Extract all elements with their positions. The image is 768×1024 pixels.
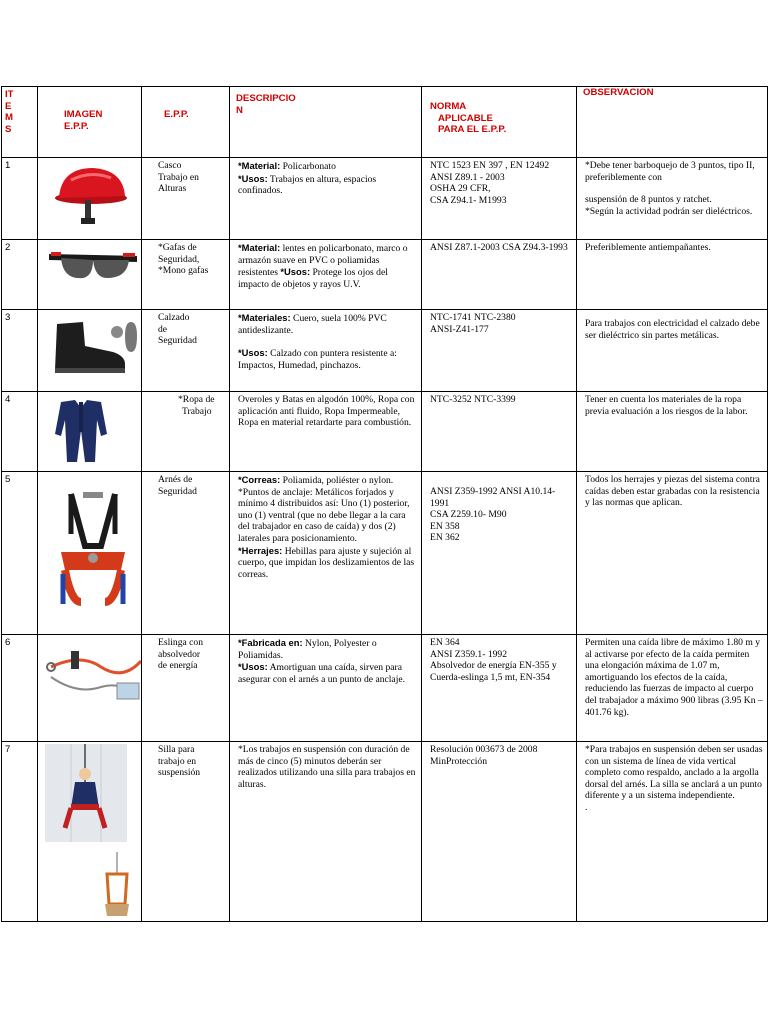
table-row (2, 742, 768, 922)
header-descripcion: DESCRIPCIO N (230, 87, 422, 158)
norma-cell: ANSI Z87.1-2003 CSA Z94.3-1993 (422, 240, 577, 310)
description-cell: *Material: Policarbonato *Usos: Trabajos en altura, espacios confinados. (230, 158, 422, 240)
description-cell: Overoles y Batas en algodón 100%, Ropa con aplicación anti fluido, Ropa Impermeable, Ropa en material retardarte para combustión. (230, 392, 422, 472)
suspension-chair-icon (41, 744, 142, 919)
observation-cell: *Debe tener barboquejo de 3 puntos, tipo II, preferiblemente con suspensión de 8 puntos y ratchet. *Según la actividad podrán ser dieléctricos. (577, 158, 768, 240)
image-cell (38, 635, 142, 742)
image-cell (38, 158, 142, 240)
epp-name: Arnés de Seguridad (142, 472, 230, 635)
row-number: 1 (2, 158, 38, 240)
coverall-icon (41, 394, 142, 469)
norma-cell: NTC-1741 NTC-2380 ANSI-Z41-177 (422, 310, 577, 392)
epp-name: Silla para trabajo en suspensión (142, 742, 230, 922)
row-number: 7 (2, 742, 38, 922)
description-cell: *Los trabajos en suspensión con duración de más de cinco (5) minutos deberán ser realizados utilizando una silla para trabajos en alturas. (230, 742, 422, 922)
description-cell: *Material: lentes en policarbonato, marco o armazón suave en PVC o poliamidas resistentes *Usos: Protege los ojos del impacto de objetos y rayos U.V. (230, 240, 422, 310)
header-epp: E.P.P. (142, 87, 230, 158)
header-norma: NORMA APLICABLE PARA EL E.P.P. (422, 87, 577, 158)
image-cell (38, 742, 142, 922)
table-row (2, 240, 768, 310)
observation-cell: *Para trabajos en suspensión deben ser usadas con un sistema de línea de vida vertical completo como respaldo, anclado a la argolla dorsal del arnés. La silla se anclará a un punto diferente y a un sistema independiente. . (577, 742, 768, 922)
harness-icon (41, 474, 142, 632)
description-cell: *Fabricada en: Nylon, Polyester o Poliamidas. *Usos: Amortiguan una caída, sirven para asegurar con el arnés a un punto de anclaje. (230, 635, 422, 742)
image-cell (38, 472, 142, 635)
epp-table (1, 86, 768, 922)
table-row (2, 472, 768, 635)
header-items: IT E M S (2, 87, 38, 158)
row-number: 3 (2, 310, 38, 392)
table-row (2, 310, 768, 392)
description-cell: *Correas: Poliamida, poliéster o nylon. *Puntos de anclaje: Metálicos forjados y mínimo 4 distribuidos así: Uno (1) posterior, uno (1) ventral (que no debe llegar a la cara del trabajador en caso de caída) y dos (2) laterales para posicionamiento. *Herrajes: Hebillas para ajuste y sujeción al cuerpo, que impidan los deslizamientos de las correas. (230, 472, 422, 635)
safety-glasses-icon (41, 242, 142, 307)
image-cell (38, 392, 142, 472)
norma-cell: Resolución 003673 de 2008 MinProtección (422, 742, 577, 922)
epp-name: Casco Trabajo en Alturas (142, 158, 230, 240)
norma-cell: ANSI Z359-1992 ANSI A10.14- 1991 CSA Z259.10- M90 EN 358 EN 362 (422, 472, 577, 635)
norma-cell: NTC 1523 EN 397 , EN 12492 ANSI Z89.1 - 2003 OSHA 29 CFR, CSA Z94.1- M1993 (422, 158, 577, 240)
observation-cell: Para trabajos con electricidad el calzado debe ser dieléctrico sin partes metálicas. (577, 310, 768, 392)
table-row (2, 158, 768, 240)
image-cell (38, 310, 142, 392)
epp-name: Calzado de Seguridad (142, 310, 230, 392)
norma-cell: NTC-3252 NTC-3399 (422, 392, 577, 472)
observation-cell: Preferiblemente antiempañantes. (577, 240, 768, 310)
row-number: 2 (2, 240, 38, 310)
header-row (2, 87, 768, 158)
row-number: 4 (2, 392, 38, 472)
table-row (2, 392, 768, 472)
header-observacion: OBSERVACION (577, 87, 768, 158)
safety-boot-icon (41, 312, 142, 389)
lanyard-icon (41, 637, 142, 739)
image-cell (38, 240, 142, 310)
header-imagen: IMAGEN E.P.P. (38, 87, 142, 158)
row-number: 6 (2, 635, 38, 742)
observation-cell: Todos los herrajes y piezas del sistema contra caídas deben estar grabadas con la resistencia y las normas que aplican. (577, 472, 768, 635)
description-cell: *Materiales: Cuero, suela 100% PVC antideslizante. *Usos: Calzado con puntera resistente a: Impactos, Humedad, pinchazos. (230, 310, 422, 392)
row-number: 5 (2, 472, 38, 635)
red-helmet-icon (41, 160, 142, 237)
epp-name: Eslinga con absolvedor de energía (142, 635, 230, 742)
epp-name: *Ropa de Trabajo (142, 392, 230, 472)
norma-cell: EN 364 ANSI Z359.1- 1992 Absolvedor de energía EN-355 y Cuerda-eslinga 1,5 mt, EN-354 (422, 635, 577, 742)
epp-name: *Gafas de Seguridad, *Mono gafas (142, 240, 230, 310)
observation-cell: Permiten una caída libre de máximo 1.80 m y al activarse por efecto de la caída permiten una elongación máxima de 1.07 m, amortiguando los efectos de la caída, reduciendo las fuerzas de impacto al cuerpo del trabajador a máximo 900 libras (3.95 Kn – 401.76 kg). (577, 635, 768, 742)
observation-cell: Tener en cuenta los materiales de la ropa previa evaluación a los riesgos de la labor. (577, 392, 768, 472)
table-row (2, 635, 768, 742)
